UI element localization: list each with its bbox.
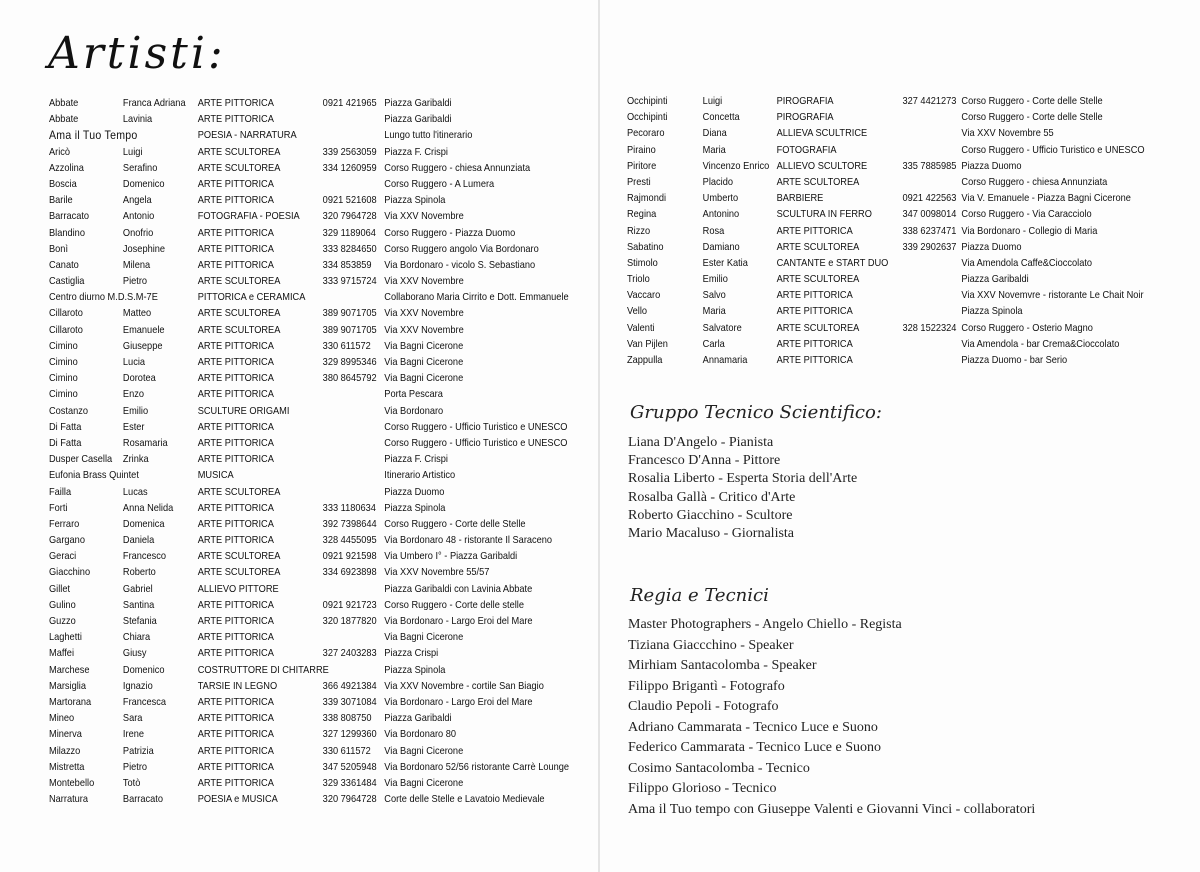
artist-first-name: Giusy bbox=[122, 647, 147, 660]
artist-first-name: Chiara bbox=[122, 631, 151, 644]
artist-discipline: FOTOGRAFIA - POESIA bbox=[197, 210, 300, 223]
artist-phone: 330 611572 bbox=[322, 744, 371, 757]
artist-location: Piazza Spinola bbox=[384, 663, 446, 676]
artist-first-name: Salvatore bbox=[702, 321, 742, 334]
artist-phone: 0921 422563 bbox=[902, 192, 957, 205]
artist-surname: Piraino bbox=[627, 143, 656, 156]
artist-location: Piazza Garibaldi con Lavinia Abbate bbox=[384, 582, 533, 595]
artist-surname: Pecoraro bbox=[627, 127, 665, 140]
artist-first-name: Domenico bbox=[122, 663, 165, 676]
artist-discipline: ARTE PITTORICA bbox=[197, 97, 274, 109]
artist-discipline: ARTE SCULTOREA bbox=[197, 550, 281, 563]
artist-phone: 0921 521608 bbox=[322, 194, 377, 207]
artist-phone: 392 7398644 bbox=[322, 517, 377, 530]
artist-location: Corso Ruggero - Ufficio Turistico e UNESCO bbox=[384, 436, 568, 449]
artist-surname: Mineo bbox=[49, 712, 75, 725]
artist-first-name: Pietro bbox=[122, 760, 148, 773]
artist-location: Via XXV Novemvre - ristorante Le Chait Noir bbox=[961, 289, 1144, 302]
artist-discipline: COSTRUTTORE DI CHITARRE bbox=[197, 663, 329, 676]
artist-discipline: ARTE PITTORICA bbox=[197, 631, 274, 644]
artist-first-name: Salvo bbox=[702, 289, 726, 302]
artist-first-name: Ignazio bbox=[122, 679, 153, 692]
artist-first-name: Pietro bbox=[122, 275, 148, 288]
artist-location: Corso Ruggero - chiesa Annunziata bbox=[384, 161, 531, 174]
regia-title: Regia e Tecnici bbox=[630, 585, 769, 606]
regia-member: Filippo Glorioso - Tecnico bbox=[628, 781, 777, 796]
artist-first-name: Josephine bbox=[122, 242, 166, 255]
artist-surname: Sabatino bbox=[627, 240, 664, 253]
artist-phone: 380 8645792 bbox=[322, 372, 377, 385]
artist-location: Via Bordonaro - Largo Eroi del Mare bbox=[384, 615, 533, 627]
artist-discipline: ARTE PITTORICA bbox=[197, 226, 274, 239]
artist-location: Collaborano Maria Cirrito e Dott. Emmanuele bbox=[384, 291, 569, 304]
artist-first-name: Lucia bbox=[122, 356, 146, 368]
artist-discipline: ARTE PITTORICA bbox=[197, 177, 274, 190]
artist-phone: 389 9071705 bbox=[322, 307, 377, 320]
artist-surname: Abbate bbox=[49, 97, 79, 109]
artist-discipline: ARTE PITTORICA bbox=[776, 224, 853, 237]
regia-list bbox=[628, 615, 1035, 820]
artist-discipline: ARTE PITTORICA bbox=[197, 695, 274, 708]
artist-first-name: Maria bbox=[702, 143, 726, 156]
artist-first-name: Santina bbox=[122, 598, 155, 611]
artist-location: Via XXV Novembre bbox=[384, 275, 464, 288]
artist-surname: Barracato bbox=[49, 210, 90, 223]
artist-surname: Cillaroto bbox=[49, 323, 83, 336]
artist-first-name: Rosa bbox=[702, 224, 725, 237]
artist-phone: 339 3071084 bbox=[322, 695, 377, 708]
artist-surname: Ferraro bbox=[49, 517, 80, 530]
artist-discipline: PIROGRAFIA bbox=[776, 111, 834, 124]
artist-discipline: SCULTURE ORIGAMI bbox=[197, 404, 290, 417]
artist-discipline: ARTE PITTORICA bbox=[197, 776, 274, 789]
artist-surname: Canato bbox=[49, 258, 79, 271]
artist-discipline: ARTE SCULTOREA bbox=[776, 321, 860, 334]
artist-discipline: CANTANTE e START DUO bbox=[776, 256, 889, 269]
artist-phone: 320 1877820 bbox=[322, 615, 377, 627]
artist-phone: 334 6923898 bbox=[322, 566, 377, 579]
artist-surname: Centro diurno M.D.S.M-7E bbox=[49, 291, 158, 304]
artist-discipline: ARTE SCULTOREA bbox=[776, 175, 860, 188]
artist-phone: 339 2563059 bbox=[322, 145, 377, 158]
artist-phone: 333 9715724 bbox=[322, 275, 377, 288]
artist-discipline: PITTORICA e CERAMICA bbox=[197, 291, 306, 304]
artist-first-name: Concetta bbox=[702, 111, 740, 124]
artist-discipline: ARTE SCULTOREA bbox=[197, 161, 281, 174]
artist-discipline: POESIA e MUSICA bbox=[197, 793, 278, 806]
gruppo-member: Mario Macaluso - Giornalista bbox=[628, 526, 795, 542]
artist-first-name: Patrizia bbox=[122, 744, 154, 757]
artist-location: Via Bagni Cicerone bbox=[384, 631, 464, 644]
artist-location: Piazza Garibaldi bbox=[384, 97, 452, 109]
artist-surname: Gillet bbox=[49, 582, 71, 595]
artist-location: Piazza Spinola bbox=[961, 305, 1023, 318]
artist-phone: 320 7964728 bbox=[322, 793, 377, 806]
artist-location: Piazza Duomo bbox=[961, 240, 1022, 253]
artist-surname: Rizzo bbox=[627, 224, 651, 237]
artist-first-name: Maria bbox=[702, 305, 726, 318]
artist-location: Via Bordonaro bbox=[384, 404, 444, 417]
artist-first-name: Lavinia bbox=[122, 113, 153, 126]
artist-surname: Cimino bbox=[49, 372, 78, 385]
artist-first-name: Emanuele bbox=[122, 323, 165, 336]
gruppo-member: Roberto Giacchino - Scultore bbox=[628, 507, 793, 523]
artist-discipline: ARTE PITTORICA bbox=[197, 339, 274, 352]
gruppo-member: Rosalba Gallà - Critico d'Arte bbox=[628, 489, 796, 505]
artist-location: Corso Ruggero - Osterio Magno bbox=[961, 321, 1093, 334]
artist-first-name: Stefania bbox=[122, 615, 157, 627]
artist-surname: Zappulla bbox=[627, 354, 663, 366]
artist-location: Via Bagni Cicerone bbox=[384, 339, 464, 352]
artist-first-name: Domenica bbox=[122, 517, 165, 530]
artist-first-name: Giuseppe bbox=[122, 339, 163, 352]
artist-surname: Cillaroto bbox=[49, 307, 83, 320]
artist-first-name: Ester Katia bbox=[702, 256, 748, 269]
artist-discipline: SCULTURA IN FERRO bbox=[776, 208, 872, 221]
artist-surname: Laghetti bbox=[49, 631, 82, 644]
artist-location: Piazza Spinola bbox=[384, 194, 446, 207]
artist-surname: Montebello bbox=[49, 776, 95, 789]
artist-first-name: Roberto bbox=[122, 566, 156, 579]
artist-discipline: ARTE PITTORICA bbox=[197, 372, 274, 385]
artist-discipline: ARTE PITTORICA bbox=[197, 598, 274, 611]
artist-surname: Castiglia bbox=[49, 275, 85, 288]
artist-surname: Bonì bbox=[49, 242, 69, 255]
artist-surname: Costanzo bbox=[49, 404, 89, 417]
artist-phone: 333 8284650 bbox=[322, 242, 377, 255]
artist-discipline: ARTE SCULTOREA bbox=[197, 275, 281, 288]
artist-discipline: ARTE PITTORICA bbox=[776, 305, 853, 318]
artist-discipline: ARTE SCULTOREA bbox=[197, 307, 281, 320]
artist-first-name: Placido bbox=[702, 175, 733, 188]
artist-first-name: Barracato bbox=[122, 793, 163, 806]
artist-surname: Presti bbox=[627, 175, 651, 188]
artist-location: Corte delle Stelle e Lavatoio Medievale bbox=[384, 793, 545, 806]
artist-location: Corso Ruggero - Corte delle Stelle bbox=[961, 111, 1103, 124]
artist-discipline: ARTE PITTORICA bbox=[197, 113, 274, 126]
artist-surname: Cimino bbox=[49, 356, 78, 368]
artist-phone: 320 7964728 bbox=[322, 210, 377, 223]
artist-first-name: Antonino bbox=[702, 208, 740, 221]
artist-surname: Blandino bbox=[49, 226, 85, 239]
artist-discipline: FOTOGRAFIA bbox=[776, 143, 837, 156]
artist-location: Via Bordonaro - Collegio di Maria bbox=[961, 224, 1098, 237]
artist-location: Via XXV Novembre 55/57 bbox=[384, 566, 490, 579]
artist-location: Piazza F. Crispi bbox=[384, 453, 448, 466]
artist-surname: Triolo bbox=[627, 273, 650, 286]
artist-first-name: Emilio bbox=[122, 404, 149, 417]
artist-location: Corso Ruggero - Corte delle Stelle bbox=[961, 95, 1103, 107]
artist-first-name: Serafino bbox=[122, 161, 158, 174]
artist-discipline: ARTE PITTORICA bbox=[197, 242, 274, 255]
artist-phone: 330 611572 bbox=[322, 339, 371, 352]
artist-location: Via Bordonaro - Largo Eroi del Mare bbox=[384, 695, 533, 708]
artist-phone: 329 3361484 bbox=[322, 776, 377, 789]
artist-surname: Occhipinti bbox=[627, 95, 668, 107]
artist-discipline: ARTE PITTORICA bbox=[197, 436, 274, 449]
artist-first-name: Domenico bbox=[122, 177, 165, 190]
artist-phone: 0921 421965 bbox=[322, 97, 377, 109]
artist-first-name: Francesca bbox=[122, 695, 167, 708]
artist-location: Piazza Garibaldi bbox=[961, 273, 1029, 286]
artist-location: Via XXV Novembre 55 bbox=[961, 127, 1054, 140]
artist-discipline: PIROGRAFIA bbox=[776, 95, 834, 107]
artist-surname: Boscia bbox=[49, 177, 77, 190]
artist-discipline: ARTE PITTORICA bbox=[197, 534, 274, 547]
artist-phone: 366 4921384 bbox=[322, 679, 377, 692]
artist-phone: 329 8995346 bbox=[322, 356, 377, 368]
artist-surname: Martorana bbox=[49, 695, 92, 708]
artist-surname: Regina bbox=[627, 208, 657, 221]
artist-location: Piazza Duomo - bar Serio bbox=[961, 354, 1068, 366]
artist-discipline: ARTE PITTORICA bbox=[197, 258, 274, 271]
artist-first-name: Ester bbox=[122, 420, 145, 433]
artist-first-name: Vincenzo Enrico bbox=[702, 159, 770, 172]
artist-location: Piazza Garibaldi bbox=[384, 113, 452, 126]
artist-surname: Maffei bbox=[49, 647, 74, 660]
artist-first-name: Luigi bbox=[702, 95, 723, 107]
regia-member: Mirhiam Santacolomba - Speaker bbox=[628, 658, 817, 673]
artist-first-name: Emilio bbox=[702, 273, 728, 286]
artist-discipline: ARTE SCULTOREA bbox=[197, 323, 281, 336]
artist-location: Via XXV Novembre bbox=[384, 210, 464, 223]
artist-discipline: ARTE PITTORICA bbox=[197, 356, 274, 368]
artist-phone: 347 0098014 bbox=[902, 208, 957, 221]
artist-surname: Van Pijlen bbox=[627, 337, 668, 350]
artist-discipline: ARTE PITTORICA bbox=[197, 728, 274, 741]
artist-first-name: Dorotea bbox=[122, 372, 156, 385]
artist-discipline: ARTE PITTORICA bbox=[197, 501, 274, 514]
artist-discipline: ARTE SCULTOREA bbox=[776, 273, 860, 286]
artist-phone: 0921 921723 bbox=[322, 598, 377, 611]
artist-location: Piazza Garibaldi bbox=[384, 712, 452, 725]
artist-surname: Mistretta bbox=[49, 760, 85, 773]
artist-surname: Di Fatta bbox=[49, 420, 82, 433]
artist-surname: Di Fatta bbox=[49, 436, 82, 449]
artist-phone: 327 2403283 bbox=[322, 647, 377, 660]
artist-phone: 347 5205948 bbox=[322, 760, 377, 773]
artist-discipline: ARTE PITTORICA bbox=[197, 420, 274, 433]
artist-surname: Giacchino bbox=[49, 566, 91, 579]
gruppo-list bbox=[628, 434, 857, 543]
artist-surname: Rajmondi bbox=[627, 192, 667, 205]
artist-location: Via XXV Novembre bbox=[384, 307, 464, 320]
artist-discipline: ARTE PITTORICA bbox=[197, 517, 274, 530]
artist-phone: 338 808750 bbox=[322, 712, 372, 725]
artist-location: Corso Ruggero - Via Caracciolo bbox=[961, 208, 1092, 221]
gruppo-member: Rosalia Liberto - Esperta Storia dell'Arte bbox=[628, 471, 858, 487]
artist-discipline: TARSIE IN LEGNO bbox=[197, 679, 278, 692]
artist-phone: 327 4421273 bbox=[902, 95, 957, 107]
artist-location: Itinerario Artistico bbox=[384, 469, 456, 482]
artist-discipline: ARTE PITTORICA bbox=[197, 615, 274, 627]
artist-surname: Geraci bbox=[49, 550, 77, 563]
artist-discipline: MUSICA bbox=[197, 469, 234, 482]
artist-first-name: Luigi bbox=[122, 145, 143, 158]
artist-discipline: ARTE PITTORICA bbox=[776, 337, 853, 350]
artist-first-name: Gabriel bbox=[122, 582, 153, 595]
artist-phone: 389 9071705 bbox=[322, 323, 377, 336]
artist-phone: 328 4455095 bbox=[322, 534, 377, 547]
artist-phone: 334 853859 bbox=[322, 258, 372, 271]
artist-surname: Milazzo bbox=[49, 744, 81, 757]
artist-discipline: ARTE PITTORICA bbox=[197, 388, 274, 401]
artist-first-name: Lucas bbox=[122, 485, 148, 498]
artist-phone: 328 1522324 bbox=[902, 321, 957, 334]
artist-location: Via Bordonaro 48 - ristorante Il Saraceno bbox=[384, 534, 553, 547]
artist-first-name: Umberto bbox=[702, 192, 739, 205]
artist-discipline: ARTE PITTORICA bbox=[197, 647, 274, 660]
artist-first-name: Irene bbox=[122, 728, 144, 741]
artist-first-name: Totò bbox=[122, 776, 141, 789]
artist-discipline: ARTE PITTORICA bbox=[197, 744, 274, 757]
artist-discipline: ARTE PITTORICA bbox=[197, 453, 274, 466]
artist-first-name: Enzo bbox=[122, 388, 144, 401]
artist-surname: Gulino bbox=[49, 598, 76, 611]
artist-first-name: Francesco bbox=[122, 550, 167, 563]
artist-first-name: Anna Nelida bbox=[122, 501, 174, 514]
regia-member: Ama il Tuo tempo con Giuseppe Valenti e Giovanni Vinci - collaboratori bbox=[628, 801, 1036, 817]
gruppo-title: Gruppo Tecnico Scientifico: bbox=[630, 402, 882, 423]
artist-first-name: Carla bbox=[702, 337, 725, 350]
artist-location: Via XXV Novembre - cortile San Biagio bbox=[384, 679, 544, 692]
artist-location: Via XXV Novembre bbox=[384, 323, 464, 336]
artist-surname: Marsiglia bbox=[49, 679, 86, 692]
artist-phone: 339 2902637 bbox=[902, 240, 957, 253]
artist-first-name: Sara bbox=[122, 712, 143, 725]
regia-member: Federico Cammarata - Tecnico Luce e Suono bbox=[628, 740, 881, 755]
artist-first-name: Zrinka bbox=[122, 453, 149, 466]
artist-surname: Vello bbox=[627, 305, 648, 318]
artist-location: Corso Ruggero - A Lumera bbox=[384, 177, 495, 190]
artist-surname: Minerva bbox=[49, 728, 82, 741]
artist-discipline: ARTE PITTORICA bbox=[776, 289, 853, 302]
artist-discipline: ARTE SCULTOREA bbox=[197, 485, 281, 498]
artist-surname: Gargano bbox=[49, 534, 85, 547]
artist-phone: 327 1299360 bbox=[322, 728, 377, 741]
artist-phone: 338 6237471 bbox=[902, 224, 957, 237]
artist-surname: Barile bbox=[49, 194, 73, 207]
artist-location: Via Bagni Cicerone bbox=[384, 372, 464, 385]
artist-surname: Marchese bbox=[49, 663, 90, 676]
artist-location: Via Umbero I° - Piazza Garibaldi bbox=[384, 550, 518, 563]
artist-location: Via Bagni Cicerone bbox=[384, 776, 464, 789]
artist-surname: Aricò bbox=[49, 145, 71, 158]
artist-location: Piazza F. Crispi bbox=[384, 145, 448, 158]
artist-location: Via Bordonaro 80 bbox=[384, 728, 457, 741]
artist-location: Corso Ruggero angolo Via Bordonaro bbox=[384, 242, 539, 255]
page-title: Artisti: bbox=[48, 28, 226, 79]
gruppo-member: Francesco D'Anna - Pittore bbox=[628, 453, 781, 469]
artist-surname: Ama il Tuo Tempo bbox=[49, 128, 138, 143]
artist-first-name: Matteo bbox=[122, 307, 152, 320]
artist-surname: Valenti bbox=[627, 321, 655, 334]
artist-first-name: Onofrio bbox=[122, 226, 154, 239]
artist-discipline: ARTE PITTORICA bbox=[197, 760, 274, 773]
artist-location: Via V. Emanuele - Piazza Bagni Cicerone bbox=[961, 192, 1131, 205]
artist-location: Via Bagni Cicerone bbox=[384, 356, 464, 368]
regia-member: Cosimo Santacolomba - Tecnico bbox=[628, 760, 810, 776]
artist-discipline: ARTE SCULTOREA bbox=[197, 145, 281, 158]
artist-location: Piazza Duomo bbox=[961, 159, 1022, 172]
artist-surname: Abbate bbox=[49, 113, 79, 126]
artist-discipline: ALLIEVO SCULTORE bbox=[776, 159, 868, 172]
artist-surname: Forti bbox=[49, 501, 68, 514]
regia-member: Claudio Pepoli - Fotografo bbox=[628, 699, 779, 714]
artist-location: Piazza Spinola bbox=[384, 501, 446, 514]
artist-discipline: ALLIEVO PITTORE bbox=[197, 582, 279, 595]
artist-discipline: ARTE PITTORICA bbox=[197, 712, 274, 725]
artist-location: Lungo tutto l'itinerario bbox=[384, 129, 473, 142]
regia-member: Adriano Cammarata - Tecnico Luce e Suono bbox=[628, 719, 878, 735]
artist-surname: Cimino bbox=[49, 339, 78, 352]
artist-surname: Stimolo bbox=[627, 256, 658, 269]
artist-surname: Azzolina bbox=[49, 161, 84, 174]
artist-location: Via Bordonaro 52/56 ristorante Carrè Lounge bbox=[384, 760, 570, 773]
artist-location: Corso Ruggero - Ufficio Turistico e UNESCO bbox=[961, 143, 1145, 156]
artist-surname: Failla bbox=[49, 485, 72, 498]
artist-location: Piazza Duomo bbox=[384, 485, 445, 498]
artist-location: Corso Ruggero - Piazza Duomo bbox=[384, 226, 516, 239]
artist-first-name: Franca Adriana bbox=[122, 97, 186, 109]
artist-location: Corso Ruggero - Ufficio Turistico e UNESCO bbox=[384, 420, 568, 433]
regia-member: Tiziana Giaccchino - Speaker bbox=[628, 637, 794, 653]
artist-phone: 335 7885985 bbox=[902, 159, 957, 172]
artist-discipline: ARTE SCULTOREA bbox=[197, 566, 281, 579]
gruppo-member: Liana D'Angelo - Pianista bbox=[628, 435, 774, 450]
artist-location: Via Amendola - bar Crema&Cioccolato bbox=[961, 337, 1120, 350]
artist-phone: 334 1260959 bbox=[322, 161, 377, 174]
artist-surname: Guzzo bbox=[49, 615, 76, 627]
artist-surname: Eufonia Brass Quintet bbox=[49, 469, 139, 482]
artist-phone: 329 1189064 bbox=[322, 226, 376, 239]
artist-first-name: Milena bbox=[122, 258, 151, 271]
artist-phone: 333 1180634 bbox=[322, 501, 376, 514]
artist-discipline: POESIA - NARRATURA bbox=[197, 129, 297, 142]
artist-first-name: Diana bbox=[702, 127, 727, 140]
artist-surname: Cimino bbox=[49, 388, 78, 401]
regia-member: Filippo Brigantì - Fotografo bbox=[628, 678, 785, 694]
artist-discipline: ARTE SCULTOREA bbox=[776, 240, 860, 253]
artist-discipline: BARBIERE bbox=[776, 192, 824, 205]
artist-first-name: Damiano bbox=[702, 240, 740, 253]
artist-first-name: Antonio bbox=[122, 210, 155, 223]
artist-surname: Narratura bbox=[49, 793, 89, 806]
artist-location: Porta Pescara bbox=[384, 388, 443, 401]
regia-member: Master Photographers - Angelo Chiello - Regista bbox=[628, 617, 902, 632]
artist-location: Corso Ruggero - Corte delle Stelle bbox=[384, 517, 526, 530]
artist-location: Corso Ruggero - Corte delle stelle bbox=[384, 598, 524, 611]
artist-surname: Vaccaro bbox=[627, 289, 661, 302]
artist-location: Via Amendola Caffe&Cioccolato bbox=[961, 256, 1093, 269]
artist-first-name: Annamaria bbox=[702, 354, 748, 366]
artist-location: Via Bordonaro - vicolo S. Sebastiano bbox=[384, 258, 536, 271]
artist-first-name: Rosamaria bbox=[122, 436, 168, 449]
artist-location: Corso Ruggero - chiesa Annunziata bbox=[961, 175, 1108, 188]
artist-first-name: Daniela bbox=[122, 534, 155, 547]
artist-phone: 0921 921598 bbox=[322, 550, 377, 563]
artist-location: Via Bagni Cicerone bbox=[384, 744, 464, 757]
artist-surname: Occhipinti bbox=[627, 111, 668, 124]
artist-surname: Dusper Casella bbox=[49, 453, 113, 466]
artist-location: Piazza Crispi bbox=[384, 647, 439, 660]
artist-surname: Piritore bbox=[627, 159, 657, 172]
artist-first-name: Angela bbox=[122, 194, 152, 207]
artist-discipline: ARTE PITTORICA bbox=[197, 194, 274, 207]
artist-discipline: ALLIEVA SCULTRICE bbox=[776, 127, 868, 140]
artist-discipline: ARTE PITTORICA bbox=[776, 354, 853, 366]
